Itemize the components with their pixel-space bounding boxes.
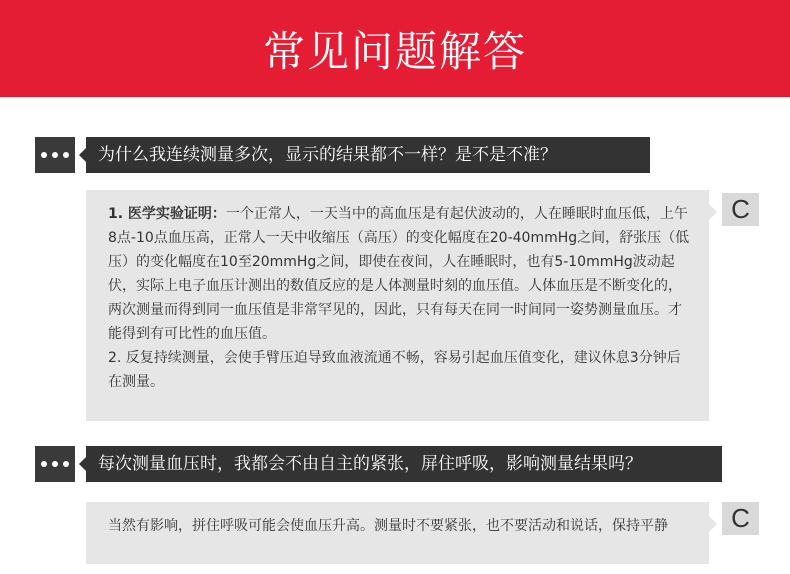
page-title: 常见问题解答 [262,26,527,76]
dot [41,461,47,467]
more-dots-icon [35,137,75,173]
answer-c-icon: C [722,502,759,535]
answer-lead: 1. 医学实验证明： [108,206,226,222]
question-bubble: 为什么我连续测量多次，显示的结果都不一样？是不是不准？ [86,137,650,173]
answer-bubble [86,502,709,564]
dot [52,461,58,467]
answer-text: 一个正常人，一天当中的高血压是有起伏波动的，人在睡眠时血压低，上午8点-10点血压高，正常人一天中收缩压（高压）的变化幅度在20-40mmHg之间，舒张压（低压）的变化幅度在10至20mmHg之间，即使在夜间，人在睡眠时，也有5-10mmHg波动起伏，实际上电子血压计测出的数值反应的是人体测量时刻的血压值。人体血压是不断变化的，两次测量而得到同一血压值是非常罕见的，因此，只有每天在同一时间同一姿势测量血压。才能得到有可比性的血压值。 [108,206,690,342]
dot [52,152,58,158]
answer-paragraph [108,514,693,538]
dot [63,152,69,158]
dot [63,461,69,467]
header-banner [0,0,790,97]
question-bubble: 每次测量血压时，我都会不由自主的紧张，屏住呼吸，影响测量结果吗？ [86,446,722,482]
dot [41,152,47,158]
answer-text: 当然有影响，拼住呼吸可能会使血压升高。测量时不要紧张，也不要活动和说话，保持平静 [108,518,668,534]
answer-bubble [86,190,709,421]
answer-paragraph [108,346,693,394]
answer-paragraph [108,202,693,346]
answer-c-icon: C [722,193,759,226]
more-dots-icon [35,446,75,482]
answer-text: 2. 反复持续测量，会使手臂压迫导致血液流通不畅，容易引起血压值变化，建议休息3分钟后在测量。 [108,350,681,390]
